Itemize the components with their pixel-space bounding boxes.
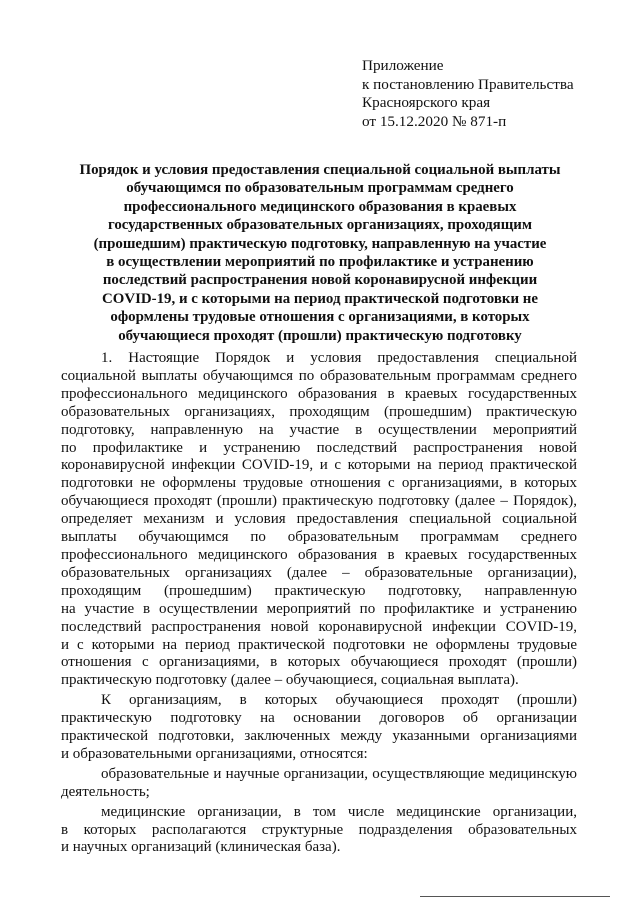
text-line: на участие в осуществлении мероприятий по профилактике и устранению xyxy=(61,600,577,617)
text-line: коронавирусной инфекции COVID-19, и с которыми на период практической xyxy=(61,457,577,474)
title-line: в осуществлении мероприятий по профилактике и устранению xyxy=(106,254,534,271)
appendix-line: к постановлению Правительства xyxy=(362,75,574,93)
text-line: 1. Настоящие Порядок и условия предоставления специальной xyxy=(101,350,577,366)
text-line: подготовку, направленную на участие в осуществлении мероприятий xyxy=(61,421,577,438)
text-line: и образовательными организациями, относятся: xyxy=(61,745,368,762)
paragraph-1 xyxy=(61,350,577,690)
text-line: образовательные и научные организации, осуществляющие медицинскую xyxy=(101,765,577,782)
text-line: деятельность; xyxy=(61,783,150,800)
text-line: отношения с организациями, в которых обучающиеся проходят (прошли) xyxy=(61,654,577,671)
text-line: социальной выплаты обучающимся по образовательным программам среднего xyxy=(61,367,577,384)
title-line: оформлены трудовые отношения с организациями, в которых xyxy=(110,309,530,326)
text-line: профессионального медицинского образования в краевых государственных xyxy=(61,385,577,402)
appendix-line: Красноярского края xyxy=(362,94,491,112)
text-line: по профилактике и устранению последствий распространения новой xyxy=(61,439,577,456)
text-line: в которых располагаются структурные подразделения образовательных xyxy=(61,821,577,838)
paragraph-3 xyxy=(61,766,577,802)
text-line: обучающиеся проходят (прошли) практическую подготовку (далее – Порядок), xyxy=(61,493,577,510)
paragraph-2 xyxy=(61,692,577,764)
text-line: подготовки не оформлены трудовые отношения с организациями, в которых xyxy=(61,475,577,492)
text-line: определяет механизм и условия предоставления специальной социальной xyxy=(61,511,577,528)
text-line: выплаты обучающимся по образовательным программам среднего xyxy=(61,529,577,546)
text-line: и научных организаций (клиническая база). xyxy=(61,839,341,856)
title-line: обучающимся по образовательным программам среднего xyxy=(126,180,514,197)
document-title xyxy=(66,161,574,345)
title-line: Порядок и условия предоставления специальной социальной выплаты xyxy=(79,162,561,178)
title-line: COVID-19, и с которыми на период практической подготовки не xyxy=(102,290,538,307)
title-line: государственных образовательных организациях, проходящим xyxy=(107,217,533,234)
text-line: проходящим (прошедшим) практическую подготовку, направленную xyxy=(61,582,577,599)
text-line: практическую подготовку (далее – обучающиеся, социальная выплата). xyxy=(61,672,519,689)
text-line: медицинские организации, в том числе медицинские организации, xyxy=(101,803,577,820)
title-line: (прошедшим) практическую подготовку, направленную на участие xyxy=(93,235,547,252)
text-line: последствий распространения новой коронавирусной инфекции COVID-19, xyxy=(61,618,577,635)
text-line: К организациям, в которых обучающиеся проходят (прошли) xyxy=(101,692,577,709)
text-line: и с которыми на период практической подготовки не оформлены трудовые xyxy=(61,636,577,653)
paragraph-4 xyxy=(61,804,577,858)
title-line: обучающиеся проходят (прошли) практическую подготовку xyxy=(118,327,522,344)
title-line: профессионального медицинского образования в краевых xyxy=(123,198,517,215)
text-line: практическую подготовку на основании договоров об организации xyxy=(61,710,577,727)
appendix-line: от 15.12.2020 № 871-п xyxy=(362,112,507,130)
title-line: последствий распространения новой коронавирусной инфекции xyxy=(102,272,538,289)
text-line: образовательных организациях, проходящим (прошедшим) практическую xyxy=(61,403,577,420)
document-body xyxy=(61,350,577,859)
appendix-block xyxy=(362,57,622,131)
text-line: образовательных организациях (далее – образовательные организации), xyxy=(61,564,577,581)
text-line: практической подготовки, заключенных между указанными организациями xyxy=(61,728,577,745)
appendix-line: Приложение xyxy=(362,57,444,74)
text-line: профессионального медицинского образования в краевых государственных xyxy=(61,546,577,563)
footer-rule xyxy=(420,896,610,897)
